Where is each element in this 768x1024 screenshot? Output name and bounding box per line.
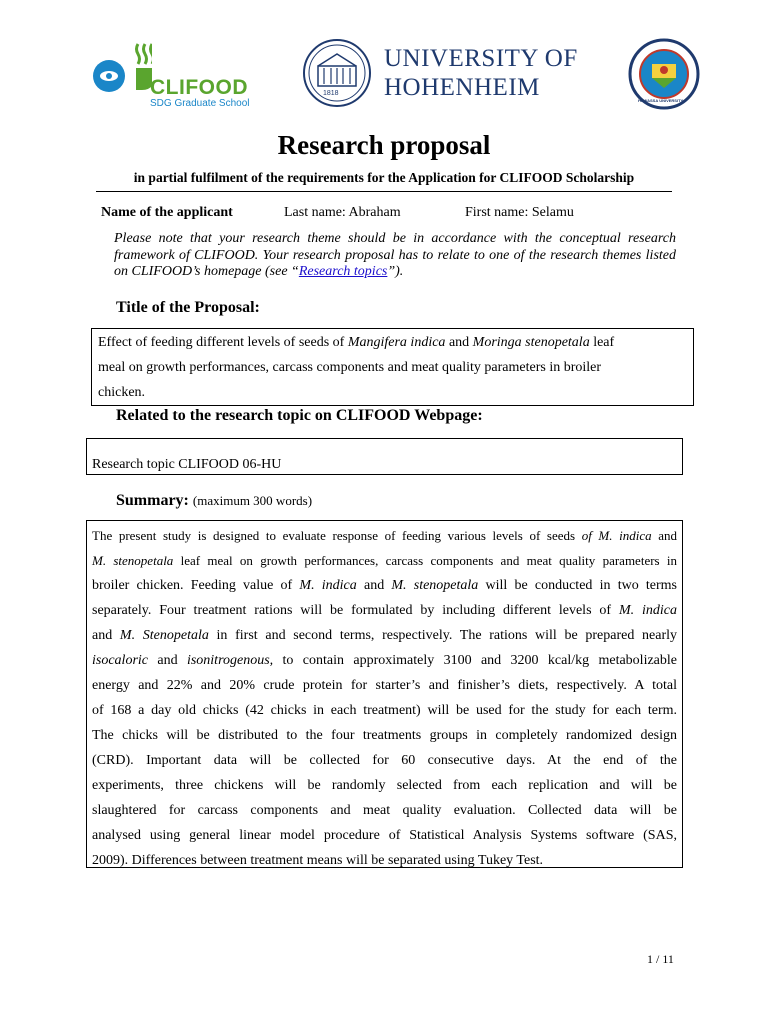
summary-heading-label: Summary: (116, 492, 189, 509)
hohenheim-seal-icon (302, 38, 372, 108)
proposal-title-text: leaf (589, 335, 615, 350)
summary-line: The present study is designed to evaluate response of feeding various levels of seeds of M. indica and (92, 528, 677, 543)
clifood-tagline: SDG Graduate School (150, 98, 250, 109)
summary-line: separately. Four treatment rations will be formulated by including different levels of M. indica (92, 603, 677, 618)
summary-line: The chicks will be distributed to the four treatments groups in completely randomized design (92, 728, 677, 743)
proposal-title-text: Effect of feeding different levels of seeds of (98, 335, 348, 350)
research-topic-value: Research topic CLIFOOD 06-HU (92, 457, 282, 472)
summary-line: (CRD). Important data will be collected for 60 consecutive days. At the end of the (92, 753, 677, 768)
hawassa-seal-text: HAWASSA UNIVERSITY (638, 98, 684, 103)
page-subtitle: in partial fulfilment of the requirements for the Application for CLIFOOD Scholarship (133, 170, 635, 185)
summary-line: of 168 a day old chicks (42 chicks in each treatment) will be used for the study for each term. (92, 703, 677, 718)
summary-heading (116, 492, 312, 510)
research-topic-box (86, 438, 683, 475)
summary-line: energy and 22% and 20% crude protein for starter’s and finisher’s diets, respectively. A total (92, 678, 677, 693)
clifood-wordmark: CLIFOOD (150, 76, 248, 99)
applicant-label: Name of the applicant (101, 205, 233, 220)
clifood-logo (92, 38, 257, 110)
hohenheim-seal-year: 1818 (323, 90, 339, 97)
summary-line: and M. Stenopetala in first and second terms, respectively. The rations will be prepared nearly (92, 628, 677, 643)
note-text-end: ”). (387, 264, 404, 279)
summary-line: M. stenopetala leaf meal on growth performances, carcass components and meat quality parameters in (92, 553, 678, 568)
summary-line: broiler chicken. Feeding value of M. indica and M. stenopetala will be conducted in two terms (92, 578, 677, 593)
summary-line: experiments, three chickens will be randomly selected from each replication and will be (92, 778, 677, 793)
clifood-steam-icon (92, 40, 152, 100)
summary-line: analysed using general linear model procedure of Statistical Analysis Systems software (SAS, (92, 828, 677, 843)
page-title: Research proposal (277, 130, 491, 160)
proposal-title-text: and (445, 335, 473, 350)
proposal-title-heading: Title of the Proposal: (116, 299, 260, 316)
summary-line: slaughtered for carcass components and meat quality evaluation. Collected data will be (92, 803, 677, 818)
research-topics-link[interactable]: Research topics (298, 264, 388, 279)
note-text: Please note that your research theme should be in accordance with the conceptual research framework of CLIFOOD. Your research proposal has to relate to one of the research themes listed on CLIFOOD’s homepage (see “ (114, 231, 676, 279)
hawassa-university-logo (628, 38, 700, 110)
hohenheim-name-line1: UNIVERSITY OF (384, 45, 578, 72)
hohenheim-name-line2: HOHENHEIM (384, 74, 540, 101)
guidance-note (114, 231, 676, 281)
proposal-title-line: meal on growth performances, carcass components and meat quality parameters in broiler (98, 360, 602, 375)
subtitle-underline (96, 191, 672, 192)
summary-line: 2009). Differences between treatment means will be separated using Tukey Test. (92, 853, 544, 868)
university-of-hohenheim-logo (300, 38, 582, 108)
applicant-last-name: Last name: Abraham (284, 205, 401, 220)
summary-box (86, 520, 683, 868)
proposal-title-box (91, 328, 694, 406)
applicant-first-name: First name: Selamu (465, 205, 574, 220)
proposal-title-line (98, 330, 687, 355)
summary-word-limit: (maximum 300 words) (192, 493, 313, 508)
page-number: 1 / 11 (647, 952, 674, 966)
summary-line: isocaloric and isonitrogenous, to contain approximately 3100 and 3200 kcal/kg metabolizable (92, 653, 677, 668)
related-topic-heading: Related to the research topic on CLIFOOD Webpage: (116, 407, 483, 424)
proposal-title-species: Mangifera indica (347, 335, 446, 350)
proposal-title-line: chicken. (98, 385, 146, 400)
proposal-title-species: Moringa stenopetala (472, 335, 590, 350)
